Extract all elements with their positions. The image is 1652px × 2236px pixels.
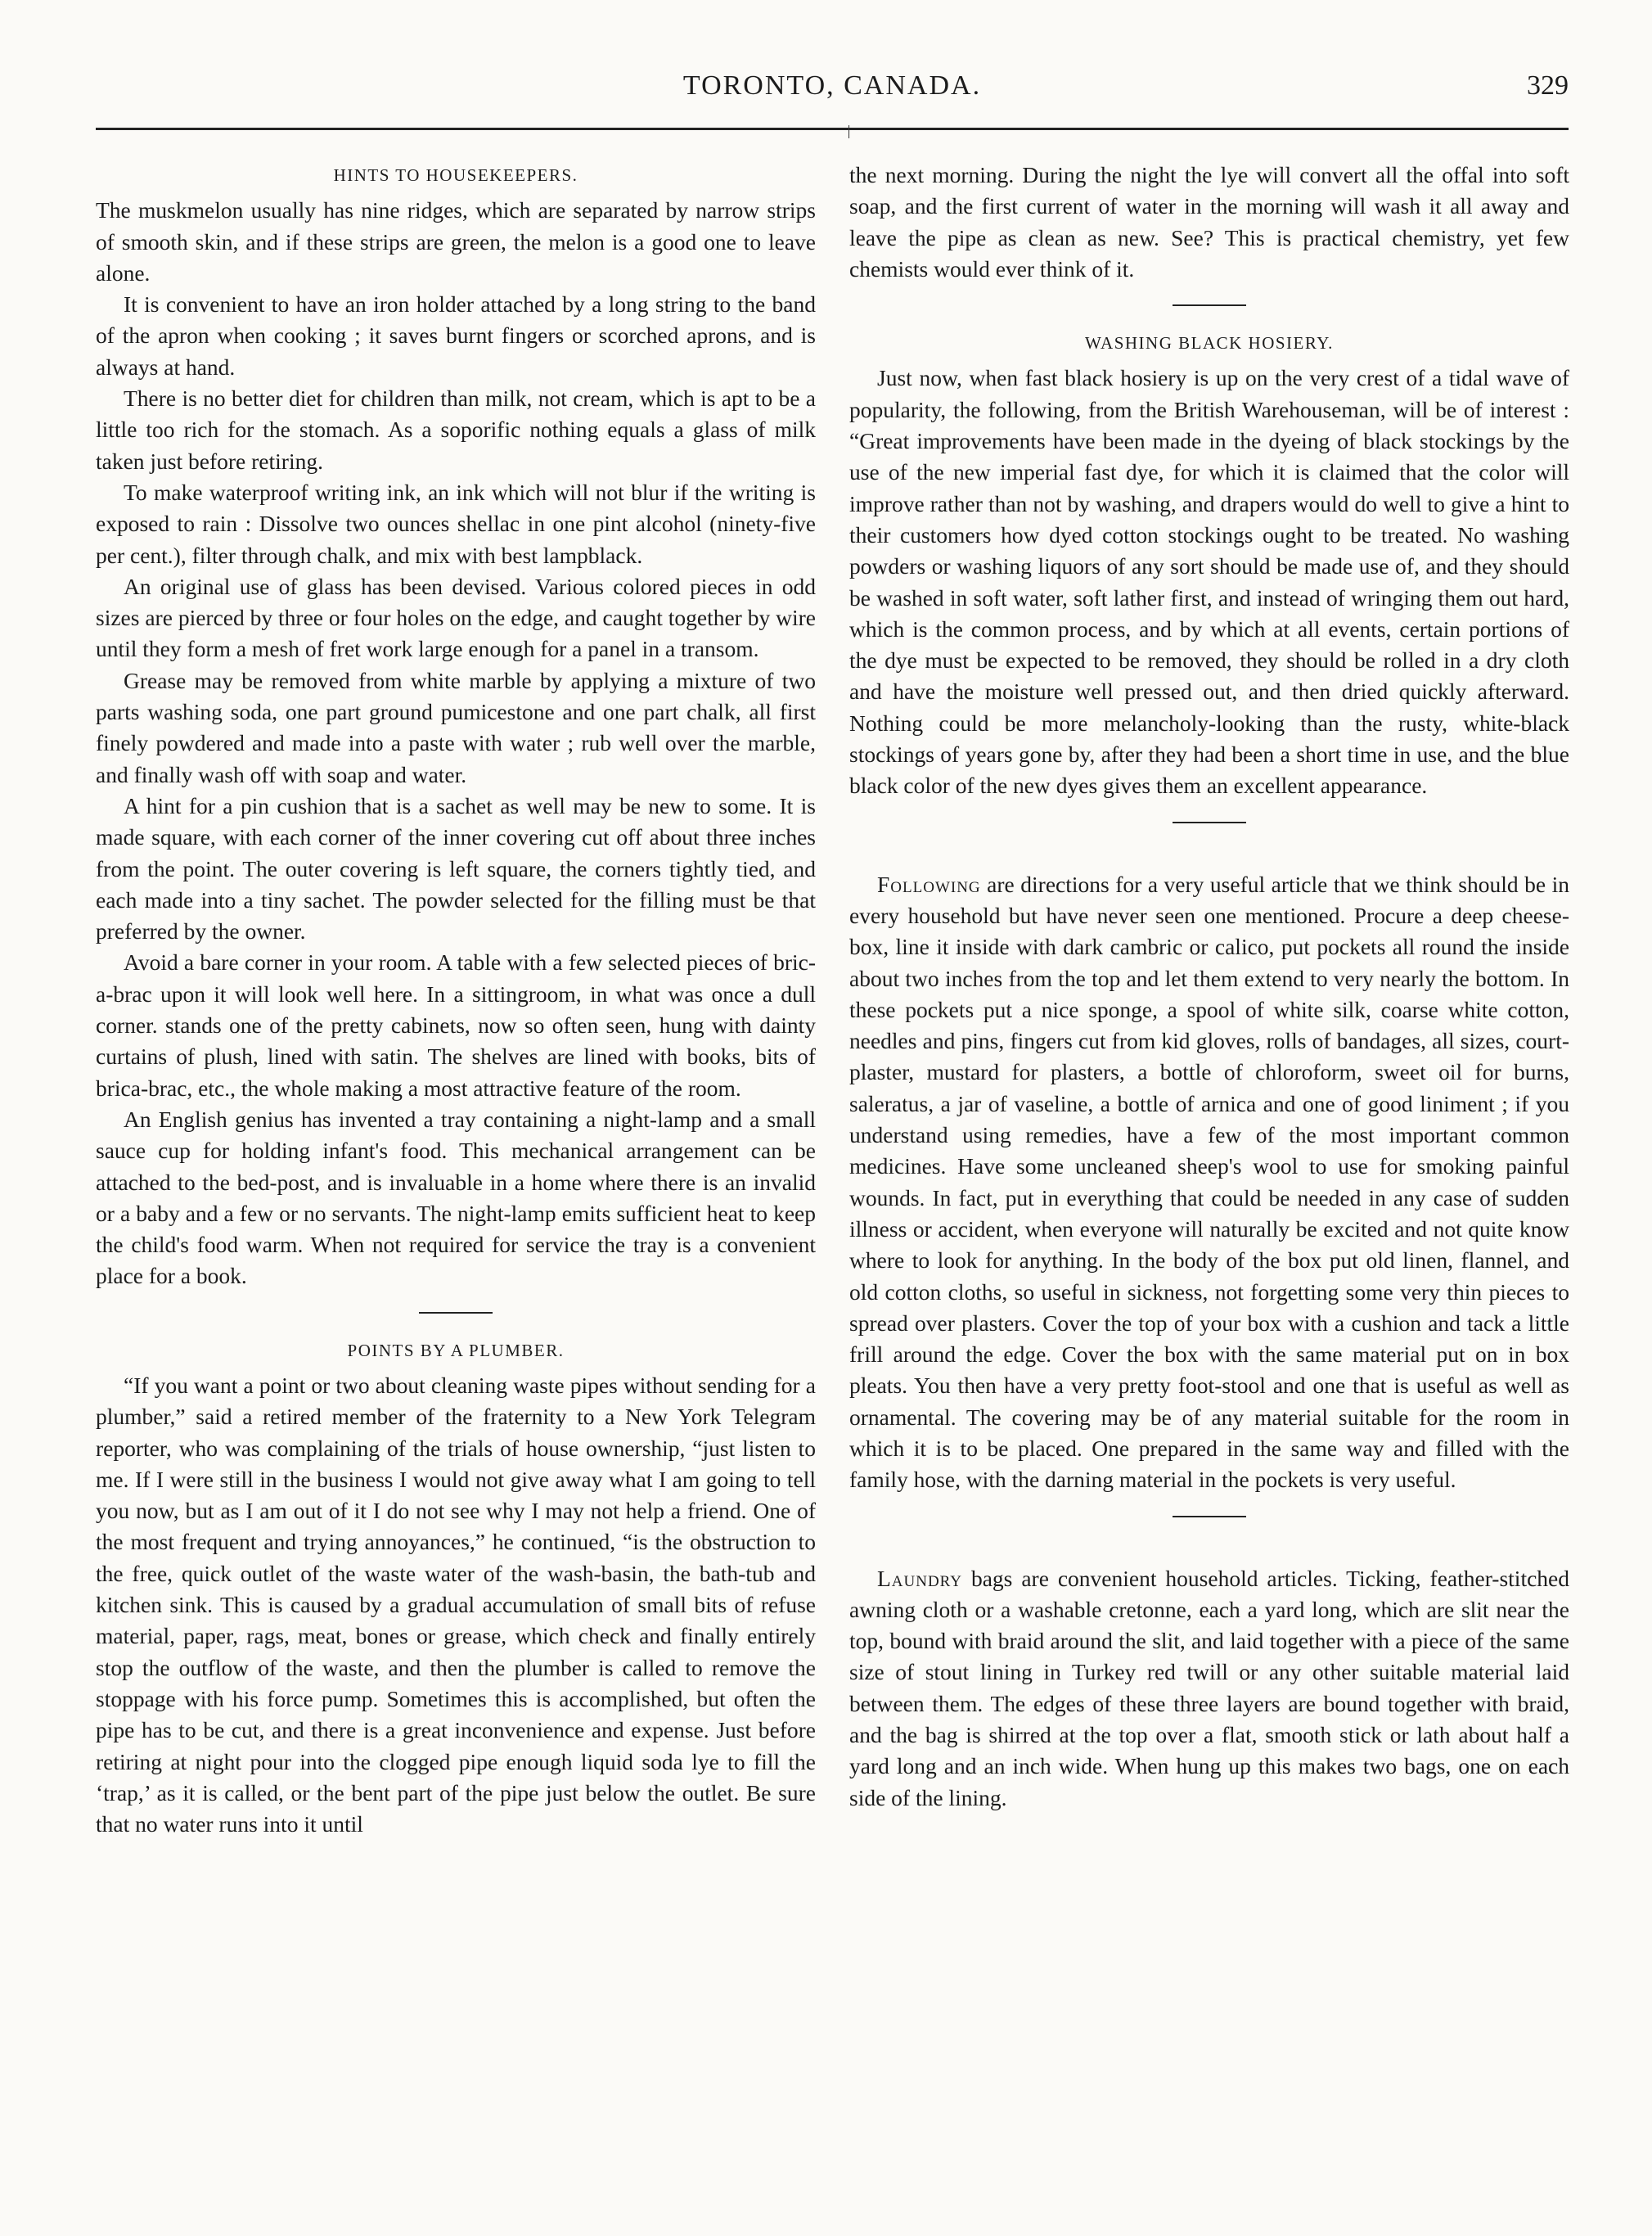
lead-word: Following [877,871,981,897]
lead-word: Laundry [877,1565,963,1591]
hint-paragraph: To make waterproof writing ink, an ink which will not blur if the writing is exposed to rain : Dissolve two ounces shellac in one pint alcohol (ninety-five per cent.), filter through chalk, and mix with best lampblack. [96,479,816,568]
hint-paragraph: Avoid a bare corner in your room. A table with a few selected pieces of bric-a-brac upon it will look well here. In a sittingroom, in what was once a dull corner. stands one of the pretty cabinets, now so often seen, hung with dainty curtains of plush, lined with satin. The shelves are lined with books, bits of brica-brac, etc., the whole making a most attractive feature of the room. [96,949,816,1101]
hint-paragraph: It is convenient to have an iron holder attached by a long string to the band of the apron when cooking ; it saves burnt fingers or scorched aprons, and is always at hand. [96,291,816,380]
section-separator [419,1312,493,1314]
following-paragraph [849,869,1569,1496]
left-column [96,160,816,1840]
section-separator [1173,304,1246,306]
hint-paragraph: An English genius has invented a tray containing a night-lamp and a small sauce cup for holding infant's food. This mechanical arrangement can be attached to the bed-post, and is invaluable in a home where there is an invalid or a baby and a few or no servants. The night-lamp emits sufficient heat to keep the child's food warm. When not required for service the tray is a convenient place for a book. [96,1106,816,1289]
hint-paragraph: A hint for a pin cushion that is a sachet as well may be new to some. It is made square, with each corner of the inner covering cut off about three inches from the point. The outer covering is left square, the corners tightly tied, and each made into a tiny sachet. The powder selected for the filling must be that preferred by the owner. [96,792,816,944]
following-text: are directions for a very useful article that we think should be in every household but have never seen one mentioned. Procure a deep cheese-box, line it inside with dark cambric or calico, put pockets all round the inside about two inches from the top and let them extend to very nearly the bottom. In these pockets put a nice sponge, a spool of white silk, coarse white cotton, needles and pins, fingers cut from kid gloves, rolls of bandages, all sizes, court-plaster, mustard for plasters, a bottle of chloroform, sweet oil for burns, saleratus, a jar of vaseline, a bottle of arnica and one of good liniment ; if you understand using remedies, have a few of the most important common medicines. Have some uncleaned sheep's wool to use for smoking painful wounds. In fact, put in everything that could be needed in any case of sudden illness or accident, when everyone will naturally be excited and not quite know where to look for anything. In the body of the box put old linen, flannel, and old cotton cloths, so useful in sickness, not forgetting some very thin pieces to spread over plasters. Cover the top of your box with a cushion and tack a little frill around the edge. Cover the box with the same material put on in box pleats. You then have a very pretty foot-stool and one that is useful as well as ornamental. The covering may be of any material suitable for the room in which it is to be placed. One prepared in the same way and filled with the family hose, with the darning material in the pockets is very useful. [849,871,1569,1493]
running-head: TORONTO, CANADA. [682,70,982,101]
hosiery-paragraph: Just now, when fast black hosiery is up on the very crest of a tidal wave of popularity, the following, from the British Warehouseman, will be of interest : “Great improvements have been made in the dyeing of black stockings by the use of the new imperial fast dye, for which it is claimed that the color will improve rather than not by washing, and drapers would do well to give a hint to their customers how dyed cotton stockings ought to be treated. No washing powders or washing liquors of any sort should be made use of, and they should be washed in soft water, soft lather first, and instead of wringing them out hard, which is the common process, and by which at all events, certain portions of the dye must be expected to be removed, they should be rolled in a dry cloth and have the moisture well pressed out, and then dried quickly afterward. Nothing could be more melancholy-looking than the rusty, white-black stockings of years gone by, after they had been a short time in use, and the blue black color of the new dyes gives them an excellent appearance. [849,365,1569,799]
plumber-continued-paragraph: the next morning. During the night the lye will convert all the offal into soft soap, and the first current of water in the morning will wash it all away and leave the pipe as clean as new. See? This is practical chemistry, yet few chemists would ever think of it. [849,162,1569,282]
hint-paragraph: An original use of glass has been devised. Various colored pieces in odd sizes are pierced by three or four holes on the edge, and caught together by wire until they form a mesh of fret work large enough for a panel in a transom. [96,573,816,662]
right-column [849,160,1569,1814]
section-title-hosiery: WASHING BLACK HOSIERY. [1085,333,1334,354]
spacer [849,1539,1569,1563]
plumber-paragraph: “If you want a point or two about cleaning waste pipes without sending for a plumber,” said a retired member of the fraternity to a New York Telegram reporter, who was complaining of the trials of house ownership, “just listen to me. If I were still in the business I would not give away what I am going to tell you now, but as I am out of it I do not see why I may not help a friend. One of the most frequent and trying annoyances,” he continued, “is the obstruction to the free, quick outlet of the waste water of the wash-basin, the bath-tub and kitchen sink. This is caused by a gradual accumulation of small bits of refuse material, paper, rags, meat, bones or grease, which check and finally entirely stop the outflow of the waste, and then the plumber is called to remove the stoppage with his force pump. Sometimes this is accomplished, but often the pipe has to be cut, and there is a great inconvenience and expense. Just before retiring at night pour into the clogged pipe enough liquid soda lye to fill the ‘trap,’ as it is called, or the bent part of the pipe just below the outlet. Be sure that no water runs into it until [96,1372,816,1837]
hint-paragraph: There is no better diet for children than milk, not cream, which is apt to be a little too rich for the stomach. As a soporific nothing equals a glass of milk taken just before retiring. [96,385,816,474]
hint-paragraph: Grease may be removed from white marble by applying a mixture of two parts washing soda, one part ground pumicestone and one part chalk, all first finely powdered and made into a paste with water ; rub well over the marble, and finally wash off with soap and water. [96,667,816,787]
page-header [96,70,1569,119]
section-title-plumber: POINTS BY A PLUMBER. [347,1340,565,1360]
section-separator [1173,1516,1246,1517]
section-title-hints: HINTS TO HOUSEKEEPERS. [333,165,578,185]
spacer [849,845,1569,869]
header-rule [96,128,1569,130]
section-separator [1173,822,1246,823]
hint-paragraph: The muskmelon usually has nine ridges, which are separated by narrow strips of smooth skin, and if these strips are green, the melon is a good one to leave alone. [96,197,816,286]
page-number: 329 [1527,70,1569,101]
laundry-paragraph [849,1563,1569,1814]
laundry-text: bags are convenient household articles. Ticking, feather-stitched awning cloth or a washable cretonne, each a yard long, which are slit near the top, bound with braid around the slit, and laid together with a piece of the same size of stout lining in Turkey red twill or any other suitable material laid between them. The edges of these three layers are bound together with braid, and the bag is shirred at the top over a flat, smooth stick or lath about half a yard long and an inch wide. When hung up this makes two bags, one on each side of the lining. [849,1565,1569,1810]
